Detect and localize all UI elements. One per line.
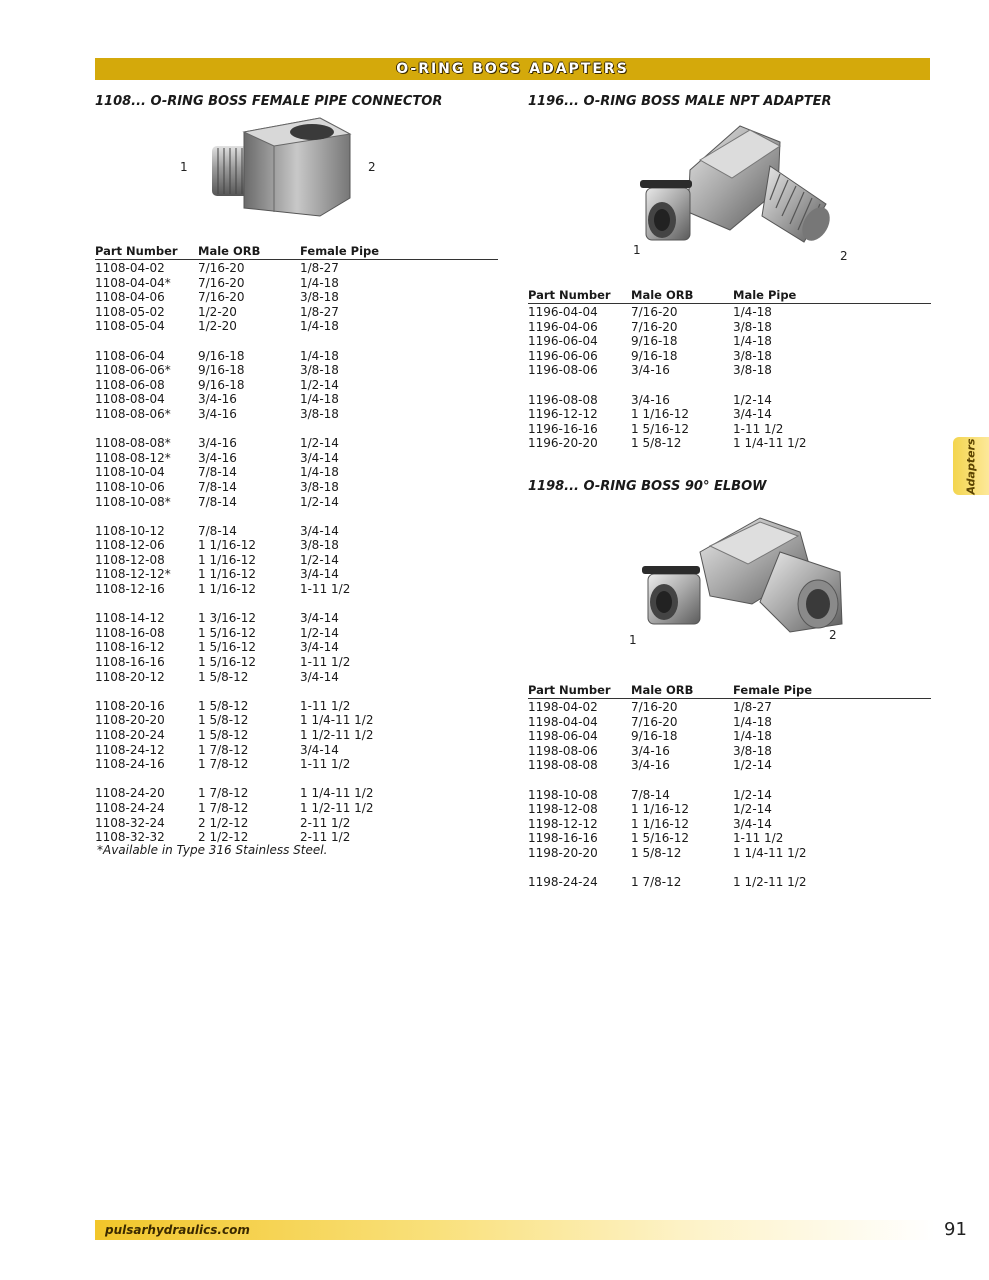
- male-orb-cell: 1 3/16-12: [198, 611, 256, 626]
- male-orb-cell: 3/4-16: [198, 392, 237, 407]
- pipe-size-cell: 1 1/4-11 1/2: [733, 436, 807, 451]
- section-side-tab[interactable]: [953, 437, 989, 495]
- part-number-cell: 1198-24-24: [528, 875, 598, 890]
- table-header: [528, 288, 931, 304]
- male-orb-cell: 1 7/8-12: [198, 800, 249, 815]
- male-orb-cell: 1 5/16-12: [631, 421, 689, 436]
- port-label-2: 2: [840, 249, 848, 263]
- part-number-cell: 1108-06-04: [95, 348, 165, 363]
- table-row: [95, 465, 498, 480]
- footer-bar: [95, 1220, 935, 1240]
- part-number-cell: 1108-32-24: [95, 815, 165, 830]
- male-orb-cell: 7/8-14: [198, 494, 237, 509]
- table-row: [528, 831, 931, 846]
- pipe-size-cell: 1/2-14: [733, 787, 772, 802]
- pipe-size-cell: 3/8-18: [300, 479, 339, 494]
- part-number-cell: 1198-06-04: [528, 729, 598, 744]
- male-orb-cell: 1 5/8-12: [631, 845, 682, 860]
- table-row: [528, 363, 931, 378]
- pipe-size-cell: 3/8-18: [300, 363, 339, 378]
- pipe-size-cell: 1 1/2-11 1/2: [300, 800, 374, 815]
- part-number-cell: 1198-12-08: [528, 802, 598, 817]
- pipe-size-cell: 1/4-18: [300, 319, 339, 334]
- pipe-size-cell: 3/8-18: [733, 363, 772, 378]
- column-header: Female Pipe: [733, 683, 813, 697]
- table-row: [528, 349, 931, 364]
- pipe-size-cell: 1/4-18: [733, 729, 772, 744]
- part-number-cell: 1108-10-12: [95, 523, 165, 538]
- part-number-cell: 1108-20-24: [95, 728, 165, 742]
- male-orb-cell: 7/16-20: [631, 714, 678, 729]
- part-number-cell: 1108-12-12*: [95, 567, 171, 582]
- table-row: [528, 817, 931, 832]
- pipe-size-cell: 1/2-14: [733, 392, 772, 407]
- part-number-cell: 1108-08-12*: [95, 450, 171, 465]
- pipe-size-cell: 3/4-14: [300, 742, 339, 757]
- pipe-size-cell: 3/8-18: [300, 406, 339, 421]
- table-row: [95, 786, 498, 801]
- table-row: [95, 567, 498, 582]
- website-link[interactable]: pulsarhydraulics.com: [105, 1223, 250, 1237]
- pipe-size-cell: 2-11 1/2: [300, 830, 351, 845]
- table-header: [528, 683, 931, 699]
- table-row: [95, 538, 498, 553]
- table-row: [528, 788, 931, 803]
- pipe-size-cell: 1/4-18: [300, 465, 339, 480]
- part-number-cell: 1196-06-06: [528, 348, 598, 363]
- male-orb-cell: 7/16-20: [631, 700, 678, 714]
- group-spacer: [95, 334, 498, 349]
- table-row: [95, 626, 498, 641]
- pipe-size-cell: 1/8-27: [733, 700, 772, 714]
- group-spacer: [95, 597, 498, 612]
- table-row: [95, 816, 498, 831]
- part-number-cell: 1108-24-24: [95, 800, 165, 815]
- male-orb-cell: 9/16-18: [198, 377, 245, 392]
- pipe-size-cell: 1-11 1/2: [300, 655, 351, 670]
- pipe-size-cell: 1/4-18: [733, 305, 772, 319]
- port-label-1: 1: [629, 633, 637, 647]
- male-orb-cell: 7/8-14: [198, 523, 237, 538]
- table-row: [528, 334, 931, 349]
- part-number-cell: 1108-16-12: [95, 640, 165, 655]
- table-row: [95, 349, 498, 364]
- male-orb-cell: 9/16-18: [631, 334, 678, 349]
- port-label-2: 2: [829, 628, 837, 642]
- pipe-size-cell: 3/8-18: [733, 348, 772, 363]
- table-row: [528, 393, 931, 408]
- group-spacer: [95, 684, 498, 699]
- table-row: [528, 875, 931, 890]
- part-number-cell: 1108-08-06*: [95, 406, 171, 421]
- male-orb-cell: 7/8-14: [198, 465, 237, 480]
- table-row: [528, 758, 931, 773]
- table-row: [95, 757, 498, 772]
- part-number-cell: 1108-12-16: [95, 582, 165, 597]
- table-row: [95, 524, 498, 539]
- part-number-cell: 1108-04-06: [95, 290, 165, 305]
- table-row: [95, 290, 498, 305]
- table-row: [95, 319, 498, 334]
- pipe-size-cell: 1 1/4-11 1/2: [733, 845, 807, 860]
- male-orb-cell: 3/4-16: [631, 363, 670, 378]
- pipe-size-cell: 3/4-14: [733, 407, 772, 422]
- male-orb-cell: 1 5/16-12: [198, 625, 256, 640]
- male-orb-cell: 1/2-20: [198, 304, 237, 319]
- male-orb-cell: 9/16-18: [631, 729, 678, 744]
- male-npt-adapter-image: [630, 120, 860, 270]
- male-orb-cell: 1 5/8-12: [198, 713, 249, 728]
- male-orb-cell: 3/4-16: [631, 743, 670, 758]
- pipe-size-cell: 3/4-14: [300, 523, 339, 538]
- male-orb-cell: 1 1/16-12: [198, 538, 256, 553]
- male-orb-cell: 7/16-20: [198, 261, 245, 275]
- column-header: Male Pipe: [733, 288, 797, 302]
- group-spacer: [95, 772, 498, 787]
- table-row: [95, 670, 498, 685]
- pipe-size-cell: 1/2-14: [300, 377, 339, 392]
- table-row: [95, 451, 498, 466]
- table-row: [95, 480, 498, 495]
- part-number-cell: 1108-20-16: [95, 698, 165, 713]
- male-orb-cell: 7/8-14: [631, 787, 670, 802]
- pipe-size-cell: 3/4-14: [300, 640, 339, 655]
- part-number-cell: 1108-08-04: [95, 392, 165, 407]
- male-orb-cell: 3/4-16: [198, 450, 237, 465]
- male-orb-cell: 1/2-20: [198, 319, 237, 334]
- male-orb-cell: 1 1/16-12: [198, 567, 256, 582]
- table-row: [95, 713, 498, 728]
- part-number-cell: 1108-12-08: [95, 552, 165, 567]
- part-number-cell: 1108-10-06: [95, 479, 165, 494]
- male-orb-cell: 2 1/2-12: [198, 815, 249, 830]
- part-number-cell: 1196-16-16: [528, 421, 598, 436]
- pipe-size-cell: 1 1/2-11 1/2: [733, 875, 807, 890]
- male-orb-cell: 1 1/16-12: [198, 552, 256, 567]
- male-orb-cell: 1 5/8-12: [198, 698, 249, 713]
- pipe-size-cell: 1 1/4-11 1/2: [300, 786, 374, 801]
- male-orb-cell: 1 5/8-12: [198, 728, 249, 742]
- pipe-size-cell: 3/4-14: [300, 669, 339, 684]
- pipe-size-cell: 1-11 1/2: [300, 698, 351, 713]
- male-orb-cell: 7/16-20: [198, 275, 245, 290]
- banner-title: O-RING BOSS ADAPTERS: [396, 61, 629, 77]
- group-spacer: [528, 773, 931, 788]
- column-header: Male ORB: [198, 244, 261, 258]
- part-number-cell: 1108-20-12: [95, 669, 165, 684]
- part-number-cell: 1196-04-06: [528, 319, 598, 334]
- pipe-size-cell: 3/8-18: [733, 319, 772, 334]
- table-row: [528, 715, 931, 730]
- table-row: [95, 495, 498, 510]
- part-number-cell: 1108-20-20: [95, 713, 165, 728]
- male-orb-cell: 1 1/16-12: [631, 407, 689, 422]
- part-number-cell: 1198-12-12: [528, 816, 598, 831]
- male-orb-cell: 1 7/8-12: [198, 757, 249, 772]
- pipe-size-cell: 2-11 1/2: [300, 815, 351, 830]
- male-orb-cell: 1 1/16-12: [631, 802, 689, 817]
- part-number-cell: 1198-04-02: [528, 700, 598, 714]
- male-orb-cell: 3/4-16: [198, 436, 237, 451]
- part-number-cell: 1196-04-04: [528, 305, 598, 319]
- column-header: Male ORB: [631, 288, 694, 302]
- elbow-90-image: [630, 512, 860, 652]
- column-header: Part Number: [528, 288, 611, 302]
- pipe-size-cell: 1/4-18: [300, 392, 339, 407]
- table-row: [95, 553, 498, 568]
- male-orb-cell: 7/8-14: [198, 479, 237, 494]
- male-orb-cell: 3/4-16: [631, 758, 670, 773]
- pipe-size-cell: 1/2-14: [300, 436, 339, 451]
- male-orb-cell: 1 7/8-12: [198, 786, 249, 801]
- male-orb-cell: 9/16-18: [198, 363, 245, 378]
- part-number-cell: 1108-24-12: [95, 742, 165, 757]
- part-number-cell: 1108-05-04: [95, 319, 165, 334]
- pipe-size-cell: 1/4-18: [300, 348, 339, 363]
- table-row: [95, 640, 498, 655]
- parts-table-1198: [528, 683, 931, 890]
- male-orb-cell: 3/4-16: [198, 406, 237, 421]
- table-row: [95, 728, 498, 743]
- table-row: [95, 801, 498, 816]
- pipe-size-cell: 1/2-14: [733, 802, 772, 817]
- pipe-size-cell: 1 1/2-11 1/2: [300, 728, 374, 742]
- pipe-size-cell: 3/4-14: [733, 816, 772, 831]
- male-orb-cell: 1 5/16-12: [198, 655, 256, 670]
- part-number-cell: 1198-20-20: [528, 845, 598, 860]
- part-number-cell: 1198-08-08: [528, 758, 598, 773]
- male-orb-cell: 7/16-20: [198, 290, 245, 305]
- pipe-size-cell: 1-11 1/2: [733, 421, 784, 436]
- part-number-cell: 1108-14-12: [95, 611, 165, 626]
- table-row: [528, 305, 931, 320]
- pipe-size-cell: 1/2-14: [300, 552, 339, 567]
- table-row: [528, 320, 931, 335]
- pipe-size-cell: 1 1/4-11 1/2: [300, 713, 374, 728]
- port-label-2: 2: [368, 160, 376, 174]
- column-header: Part Number: [95, 244, 178, 258]
- male-orb-cell: 7/16-20: [631, 319, 678, 334]
- pipe-size-cell: 1/2-14: [300, 494, 339, 509]
- port-label-1: 1: [180, 160, 188, 174]
- section-banner: [95, 58, 930, 80]
- table-header: [95, 244, 498, 260]
- pipe-size-cell: 1/4-18: [733, 714, 772, 729]
- part-number-cell: 1108-05-02: [95, 304, 165, 319]
- part-number-cell: 1198-10-08: [528, 787, 598, 802]
- pipe-size-cell: 1/4-18: [300, 275, 339, 290]
- parts-table-1108: [95, 244, 498, 845]
- pipe-size-cell: 3/4-14: [300, 567, 339, 582]
- pipe-size-cell: 1/8-27: [300, 261, 339, 275]
- male-orb-cell: 1 5/16-12: [198, 640, 256, 655]
- table-row: [95, 655, 498, 670]
- pipe-size-cell: 1-11 1/2: [300, 757, 351, 772]
- pipe-size-cell: 1/2-14: [300, 625, 339, 640]
- section-title-1198: 1198... O-RING BOSS 90° ELBOW: [528, 479, 767, 494]
- parts-table-1196: [528, 288, 931, 451]
- column-header: Female Pipe: [300, 244, 380, 258]
- table-row: [528, 422, 931, 437]
- male-orb-cell: 1 7/8-12: [198, 742, 249, 757]
- table-row: [95, 743, 498, 758]
- side-tab-label: Adapters: [964, 437, 978, 495]
- part-number-cell: 1108-24-16: [95, 757, 165, 772]
- table-row: [528, 802, 931, 817]
- pipe-size-cell: 3/8-18: [733, 743, 772, 758]
- table-row: [95, 582, 498, 597]
- table-row: [528, 846, 931, 861]
- group-spacer: [95, 422, 498, 437]
- group-spacer: [528, 378, 931, 393]
- part-number-cell: 1198-16-16: [528, 831, 598, 846]
- page-number: 91: [944, 1219, 967, 1240]
- male-orb-cell: 3/4-16: [631, 392, 670, 407]
- pipe-size-cell: 1/4-18: [733, 334, 772, 349]
- group-spacer: [95, 509, 498, 524]
- section-title-1196: 1196... O-RING BOSS MALE NPT ADAPTER: [528, 94, 832, 109]
- pipe-size-cell: 1/2-14: [733, 758, 772, 773]
- part-number-cell: 1198-04-04: [528, 714, 598, 729]
- part-number-cell: 1196-20-20: [528, 436, 598, 451]
- pipe-size-cell: 3/8-18: [300, 538, 339, 553]
- part-number-cell: 1196-06-04: [528, 334, 598, 349]
- table-row: [528, 700, 931, 715]
- port-label-1: 1: [633, 243, 641, 257]
- part-number-cell: 1108-16-16: [95, 655, 165, 670]
- pipe-size-cell: 1-11 1/2: [733, 831, 784, 846]
- part-number-cell: 1108-10-04: [95, 465, 165, 480]
- table-row: [528, 436, 931, 451]
- pipe-size-cell: 3/4-14: [300, 450, 339, 465]
- group-spacer: [528, 861, 931, 876]
- male-orb-cell: 9/16-18: [198, 348, 245, 363]
- part-number-cell: 1196-08-06: [528, 363, 598, 378]
- table-row: [95, 363, 498, 378]
- part-number-cell: 1108-06-08: [95, 377, 165, 392]
- pipe-size-cell: 1/8-27: [300, 304, 339, 319]
- part-number-cell: 1196-12-12: [528, 407, 598, 422]
- part-number-cell: 1108-04-02: [95, 261, 165, 275]
- part-number-cell: 1108-10-08*: [95, 494, 171, 509]
- table-row: [95, 276, 498, 291]
- part-number-cell: 1108-04-04*: [95, 275, 171, 290]
- male-orb-cell: 9/16-18: [631, 348, 678, 363]
- male-orb-cell: 1 1/16-12: [198, 582, 256, 597]
- table-row: [95, 436, 498, 451]
- part-number-cell: 1108-12-06: [95, 538, 165, 553]
- female-pipe-connector-image: [200, 112, 360, 222]
- male-orb-cell: 1 5/8-12: [198, 669, 249, 684]
- part-number-cell: 1108-32-32: [95, 830, 165, 845]
- part-number-cell: 1108-24-20: [95, 786, 165, 801]
- part-number-cell: 1108-16-08: [95, 625, 165, 640]
- pipe-size-cell: 3/8-18: [300, 290, 339, 305]
- table-row: [95, 392, 498, 407]
- part-number-cell: 1198-08-06: [528, 743, 598, 758]
- part-number-cell: 1108-06-06*: [95, 363, 171, 378]
- part-number-cell: 1196-08-08: [528, 392, 598, 407]
- column-header: Part Number: [528, 683, 611, 697]
- male-orb-cell: 7/16-20: [631, 305, 678, 319]
- male-orb-cell: 2 1/2-12: [198, 830, 249, 845]
- table-row: [95, 407, 498, 422]
- table-row: [528, 744, 931, 759]
- male-orb-cell: 1 7/8-12: [631, 875, 682, 890]
- table-row: [95, 261, 498, 276]
- table-row: [95, 305, 498, 320]
- pipe-size-cell: 3/4-14: [300, 611, 339, 626]
- section-title-1108: 1108... O-RING BOSS FEMALE PIPE CONNECTOR: [95, 94, 443, 109]
- column-header: Male ORB: [631, 683, 694, 697]
- pipe-size-cell: 1-11 1/2: [300, 582, 351, 597]
- table-row: [528, 407, 931, 422]
- male-orb-cell: 1 5/8-12: [631, 436, 682, 451]
- male-orb-cell: 1 1/16-12: [631, 816, 689, 831]
- table-row: [95, 699, 498, 714]
- table-row: [95, 611, 498, 626]
- stainless-note: *Available in Type 316 Stainless Steel.: [97, 843, 328, 857]
- part-number-cell: 1108-08-08*: [95, 436, 171, 451]
- male-orb-cell: 1 5/16-12: [631, 831, 689, 846]
- table-row: [95, 378, 498, 393]
- table-row: [528, 729, 931, 744]
